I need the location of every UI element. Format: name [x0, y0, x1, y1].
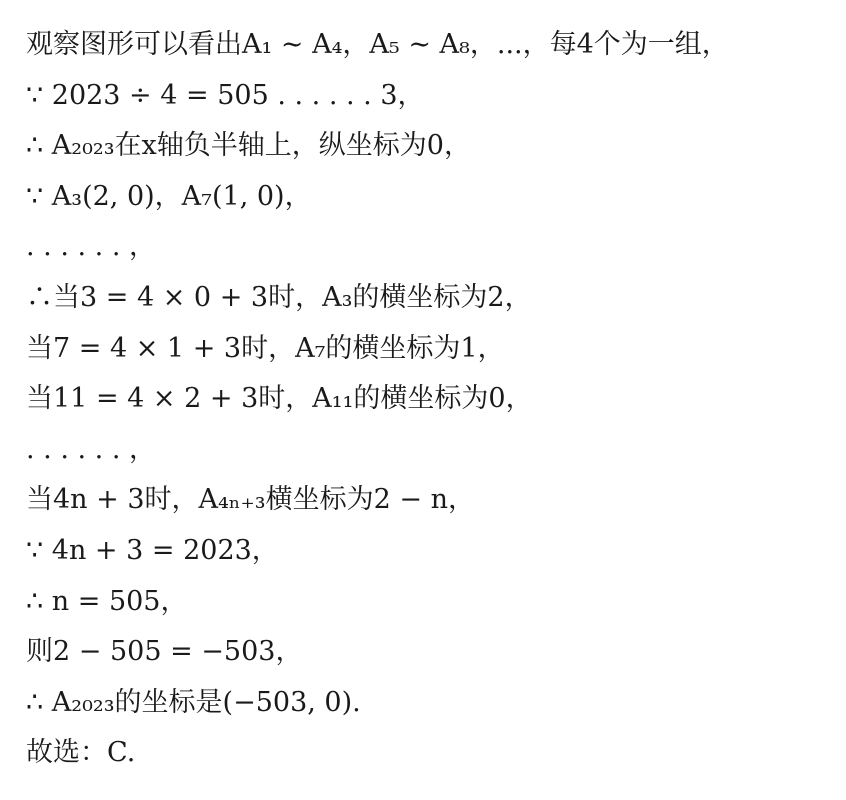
- solution-line-4: ∵ A₃(2, 0)，A₇(1, 0)，: [26, 180, 312, 212]
- solution-line-14: ∴ A₂₀₂₃的坐标是(−503, 0).: [26, 686, 361, 718]
- solution-line-3: ∴ A₂₀₂₃在x轴负半轴上，纵坐标为0，: [26, 130, 471, 162]
- solution-line-13: 则2 − 505 = −503，: [26, 636, 303, 668]
- solution-line-2: ∵ 2023 ÷ 4 = 505 . . . . . . 3，: [26, 79, 425, 111]
- solution-line-12: ∴ n = 505，: [26, 585, 188, 617]
- solution-line-15: 故选：C.: [26, 737, 136, 769]
- solution-line-11: ∵ 4n + 3 = 2023，: [26, 534, 279, 566]
- solution-line-10: 当4n + 3时，A₄ₙ₊₃横坐标为2 − n，: [26, 484, 475, 516]
- solution-line-1: 观察图形可以看出A₁ ∼ A₄，A₅ ∼ A₈，...，每4个为一组，: [26, 29, 729, 60]
- solution-line-7: 当7 = 4 × 1 + 3时，A₇的横坐标为1，: [26, 332, 505, 364]
- solution-text: [26, 20, 826, 779]
- solution-line-5: . . . . . . ，: [26, 231, 156, 263]
- solution-line-8: 当11 = 4 × 2 + 3时，A₁₁的横坐标为0，: [26, 383, 533, 415]
- solution-line-9: . . . . . . ，: [26, 433, 156, 465]
- solution-line-6: ∴当3 = 4 × 0 + 3时，A₃的横坐标为2，: [26, 281, 532, 313]
